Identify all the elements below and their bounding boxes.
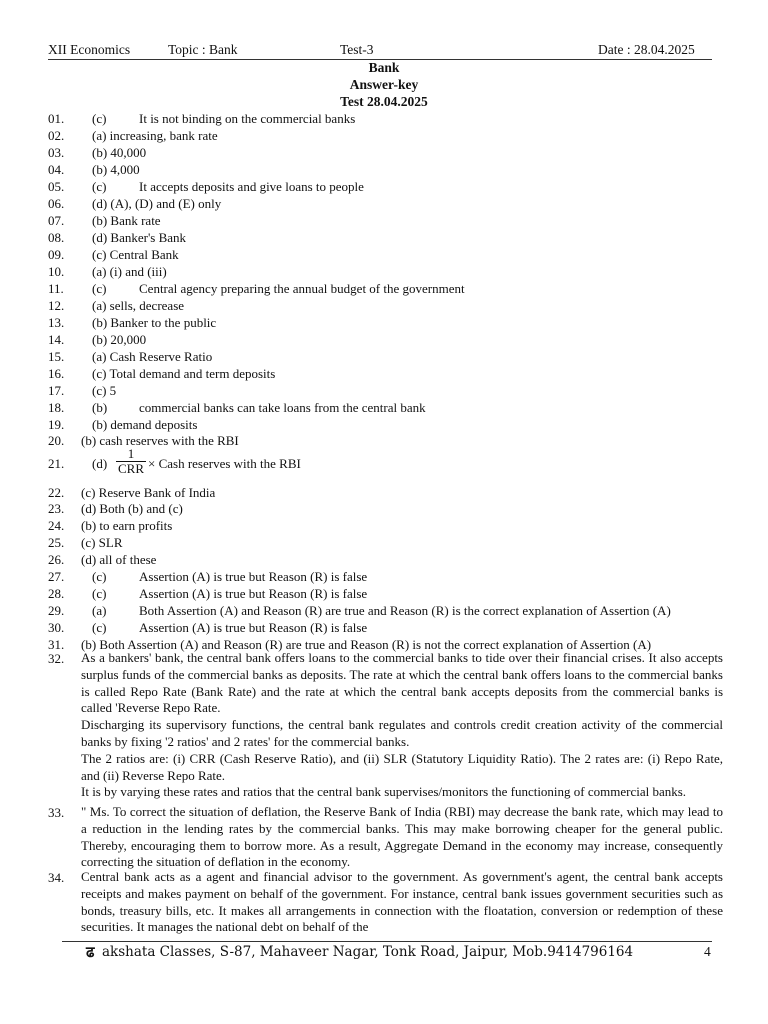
answer-number: 10. (48, 264, 65, 279)
answer-text: (d) (A), (D) and (E) only (92, 196, 222, 211)
fraction-numerator: 1 (127, 446, 135, 461)
header-date: Date : 28.04.2025 (598, 42, 695, 57)
answer-text: (c) 5 (92, 383, 117, 398)
fraction (116, 447, 146, 476)
answer-number: 14. (48, 332, 65, 347)
answer-text: It accepts deposits and give loans to people (139, 179, 364, 194)
answer-number: 30. (48, 620, 65, 635)
answer-option: (c) (92, 281, 107, 296)
answer-number: 28. (48, 586, 65, 601)
answer-option: (c) (92, 179, 107, 194)
answer-number: 17. (48, 383, 65, 398)
answer-text: commercial banks can take loans from the central bank (139, 400, 426, 415)
answer-text: Assertion (A) is true but Reason (R) is false (139, 569, 368, 584)
answer-option: (b) (92, 400, 108, 415)
answer-text: (b) 20,000 (92, 332, 147, 347)
answer-number: 23. (48, 501, 65, 516)
answer-number: 32. (48, 651, 65, 666)
answer-text: (b) Banker to the public (92, 315, 217, 330)
answer-text: Assertion (A) is true but Reason (R) is false (139, 586, 368, 601)
answer-number: 15. (48, 349, 65, 364)
answer-text: (b) cash reserves with the RBI (81, 433, 239, 448)
answer-32-para-1: As a bankers' bank, the central bank offers loans to the commercial banks to tide over their financial crises. It also accepts surplus funds of the commercial banks as deposits. The rate at which the central bank offers loans to the commercial banks is called Repo Rate (Bank Rate) and the rate at which the central bank accepts deposits from the commercial banks is called 'Reverse Repo Rate. (81, 650, 723, 716)
answer-number: 33. (48, 805, 65, 820)
answer-number: 20. (48, 433, 65, 448)
answer-number: 09. (48, 247, 65, 262)
document-test-line: Test 28.04.2025 (340, 94, 428, 109)
header-topic: Topic : Bank (168, 42, 238, 57)
answer-number: 21. (48, 456, 65, 471)
answer-text: (b) Both Assertion (A) and Reason (R) are true and Reason (R) is not the correct explanation of Assertion (A) (81, 637, 652, 652)
answer-text: (c) Reserve Bank of India (81, 485, 216, 500)
answer-text: Both Assertion (A) and Reason (R) are true and Reason (R) is the correct explanation of Assertion (A) (139, 603, 671, 618)
answer-number: 02. (48, 128, 65, 143)
answer-34-para-1: Central bank acts as a agent and financial advisor to the government. As government's agent, the central bank accepts receipts and makes payment on behalf of the government. For instance, central bank issues government securities such as bonds, treasury bills, etc. It makes all arrangements in connection with the floatation, conversion or redemption of these securities. It manages the national debt on behalf of the (81, 869, 723, 935)
answer-number: 16. (48, 366, 65, 381)
answer-number: 19. (48, 417, 65, 432)
answer-text: (c) Central Bank (92, 247, 179, 262)
answer-text: (b) 40,000 (92, 145, 147, 160)
answer-number: 03. (48, 145, 65, 160)
answer-32-para-2: Discharging its supervisory functions, the central bank regulates and controls credit creation activity of the commercial banks by fixing '2 ratios' and 2 rates' for the commercial banks. (81, 717, 723, 749)
answer-text: (a) (i) and (iii) (92, 264, 167, 279)
answer-32-para-4: It is by varying these rates and ratios that the central bank supervises/monitors the functioning of commercial banks. (81, 784, 687, 800)
answer-32 (81, 650, 723, 801)
answer-text: (b) Bank rate (92, 213, 161, 228)
answer-number: 04. (48, 162, 65, 177)
answer-number: 01. (48, 111, 65, 126)
answer-text: (d) Both (b) and (c) (81, 501, 183, 516)
answer-number: 18. (48, 400, 65, 415)
answer-text: (b) 4,000 (92, 162, 140, 177)
answer-option: (d) (92, 456, 108, 471)
document-subtitle: Answer-key (349, 77, 419, 92)
answer-number: 31. (48, 637, 65, 652)
answer-option: (c) (92, 569, 107, 584)
answer-number: 08. (48, 230, 65, 245)
answer-number: 26. (48, 552, 65, 567)
footer-logo: ढ (86, 945, 95, 961)
answer-text: Assertion (A) is true but Reason (R) is false (139, 620, 368, 635)
header-subject: XII Economics (48, 42, 131, 57)
answer-option: (a) (92, 603, 107, 618)
answer-32-para-3: The 2 ratios are: (i) CRR (Cash Reserve Ratio), and (ii) SLR (Statutory Liquidity Ratio). The 2 rates are: (i) Repo Rate, and (ii) Reverse Repo Rate. (81, 750, 723, 783)
answer-text: (d) Banker's Bank (92, 230, 187, 245)
footer-divider (62, 941, 712, 942)
answer-number: 13. (48, 315, 65, 330)
answer-text: (d) all of these (81, 552, 157, 567)
answer-number: 12. (48, 298, 65, 313)
answer-text: Central agency preparing the annual budget of the government (139, 281, 465, 296)
answer-number: 07. (48, 213, 65, 228)
answer-number: 06. (48, 196, 65, 211)
answer-text: (c) Total demand and term deposits (92, 366, 276, 381)
answer-number: 05. (48, 179, 65, 194)
answer-option: (c) (92, 620, 107, 635)
answer-number: 29. (48, 603, 65, 618)
answer-text: (a) sells, decrease (92, 298, 185, 313)
answer-number: 34. (48, 870, 65, 885)
answer-number: 25. (48, 535, 65, 550)
answer-option: (c) (92, 586, 107, 601)
answer-number: 22. (48, 485, 65, 500)
answer-34 (81, 869, 723, 936)
answer-number: 24. (48, 518, 65, 533)
answer-number: 11. (48, 281, 64, 296)
answer-number: 27. (48, 569, 65, 584)
answer-text: (a) Cash Reserve Ratio (92, 349, 213, 364)
answer-text: It is not binding on the commercial banks (139, 111, 356, 126)
header-test: Test-3 (340, 42, 374, 57)
answer-text: (b) to earn profits (81, 518, 173, 533)
answer-text: (a) increasing, bank rate (92, 128, 218, 143)
answer-text: (c) SLR (81, 535, 123, 550)
fraction-denominator: CRR (117, 461, 144, 476)
answer-33 (81, 804, 723, 871)
answer-33-para-1: " Ms. To correct the situation of deflation, the Reserve Bank of India (RBI) may decrease the bank rate, which may lead to a reduction in the lending rates by the commercial banks. This may make borrowing cheaper for the general public. Thereby, encouraging them to borrow more. As a result, Aggregate Demand in the economy may increase, consequently correcting the situation of deflation in the economy. (81, 804, 723, 870)
answer-text: (b) demand deposits (92, 417, 198, 432)
answer-option: (c) (92, 111, 107, 126)
page-header (48, 42, 712, 60)
document-title: Bank (368, 60, 400, 75)
page-number: 4 (704, 944, 711, 959)
footer-text: akshata Classes, S-87, Mahaveer Nagar, Tonk Road, Jaipur, Mob.9414796164 (102, 944, 634, 960)
answer-text: × Cash reserves with the RBI (148, 456, 301, 471)
